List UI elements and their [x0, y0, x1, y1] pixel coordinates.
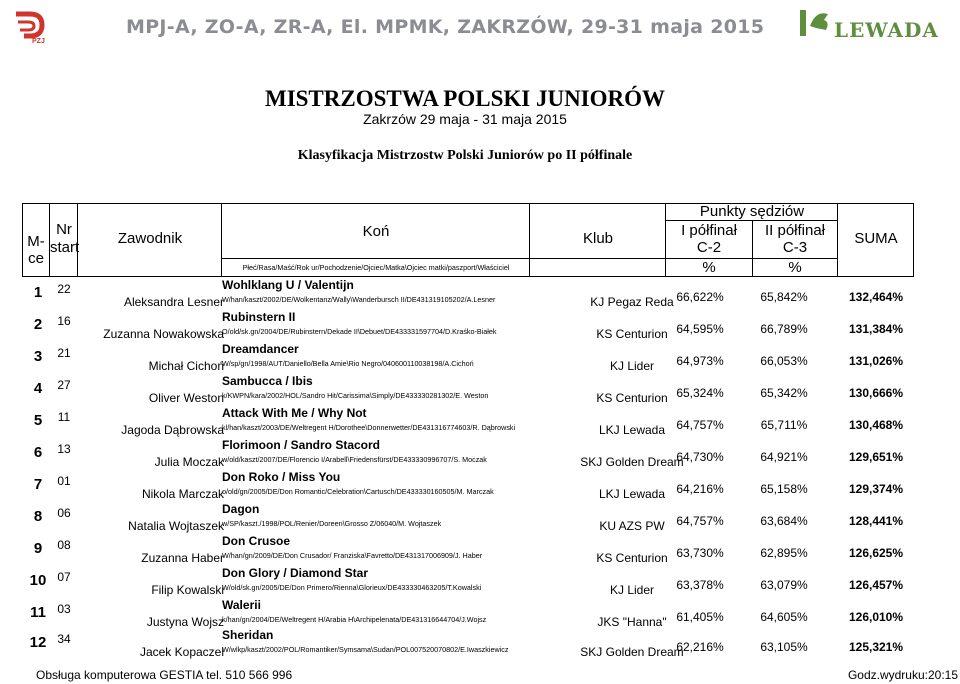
row-horse-desc: W/old/sk.gn/2005/DE/Don Primero/Rienna\Glorieux/DE433330463205/T.Kowalski [222, 583, 482, 592]
row-horse: Attack With Me / Why Not [222, 406, 367, 420]
row-total: 126,457% [848, 578, 904, 592]
row-rider: Jacek Kopaczel [139, 645, 224, 659]
row-club: KS Centurion [596, 391, 668, 405]
row-club: LKJ Lewada [598, 423, 666, 437]
row-horse-desc: W/sp/gn/1998/AUT/Daniello/Bella Amie\Rio Negro/040600110038198/A.Cichoń [222, 359, 474, 368]
row-total: 129,374% [848, 482, 904, 496]
row-start-number: 22 [57, 282, 71, 296]
table-row [22, 502, 914, 534]
row-horse: Walerii [222, 598, 261, 612]
col-header-horse: Koń [362, 223, 390, 240]
table-row [22, 406, 914, 438]
row-horse: Wohlklang U / Valentijn [222, 278, 354, 292]
row-total: 131,384% [848, 322, 904, 336]
row-club: SKJ Golden Dream [580, 645, 684, 659]
row-rider: Oliver Weston [148, 391, 224, 405]
row-score-semi2: 65,711% [760, 418, 808, 432]
row-start-number: 27 [57, 378, 71, 392]
row-start-number: 13 [57, 442, 71, 456]
col-header-rank: M-ce [27, 233, 45, 267]
row-rider: Zuzanna Nowakowska [103, 327, 224, 341]
table-row [22, 342, 914, 374]
row-rank: 3 [33, 348, 43, 365]
row-rider: Filip Kowalski [151, 583, 224, 597]
row-horse: Dreamdancer [222, 342, 299, 356]
row-score-semi2: 65,342% [760, 386, 808, 400]
page-title: MISTRZOSTWA POLSKI JUNIORÓW [264, 86, 666, 111]
col-header-semi2-code: C-3 [782, 239, 808, 256]
row-rank: 2 [33, 316, 43, 333]
row-horse-desc: w/old/kaszt/2007/DE/Florencio I/Arabell\Friedensfürst/DE433330996707/S. Moczak [222, 455, 487, 464]
table-row [22, 566, 914, 598]
row-start-number: 07 [57, 570, 71, 584]
pzj-logo-text: PZJ [32, 38, 45, 45]
row-horse-desc: kl/han/kaszt/2003/DE/Weltregent H/Dorothee\Donnerwetter/DE431316774603/R. Dąbrowski [222, 423, 516, 432]
row-start-number: 16 [57, 314, 71, 328]
row-score-semi2: 63,684% [760, 514, 808, 528]
row-club: KS Centurion [596, 551, 668, 565]
row-horse-desc: W/han/kaszt/2002/DE/Wolkentanz/Wally\Wanderbursch II/DE431319105202/A.Lesner [222, 295, 496, 304]
row-horse: Don Glory / Diamond Star [222, 566, 369, 580]
row-score-semi1: 65,324% [676, 386, 724, 400]
row-rider: Jagoda Dąbrowska [121, 423, 224, 437]
row-horse-desc: k/han/gn/2004/DE/Weltregent H/Arabia H\Archipelenata/DE431316644704/J.Wojsz [222, 615, 487, 624]
row-total: 126,625% [848, 546, 904, 560]
row-rank: 5 [33, 412, 43, 429]
row-score-semi2: 64,921% [760, 450, 808, 464]
row-club: SKJ Golden Dream [580, 455, 684, 469]
row-score-semi2: 63,079% [760, 578, 808, 592]
row-rank: 11 [30, 604, 46, 621]
row-club: KJ Pegaz Reda [590, 295, 674, 309]
row-rider: Zuzanna Haber [141, 551, 224, 565]
footer-credit: Obsługa komputerowa GESTIA tel. 510 566 996 [36, 668, 293, 682]
row-horse-desc: o/old/gn/2005/DE/Don Romantic/Celebration\Cartusch/DE433330160505/M. Marczak [222, 487, 494, 496]
row-score-semi2: 65,842% [760, 290, 808, 304]
row-club: KJ Lider [609, 359, 655, 373]
row-score-semi2: 66,789% [760, 322, 808, 336]
row-horse: Sambucca / Ibis [222, 374, 313, 388]
row-horse: Don Roko / Miss You [222, 470, 341, 484]
table-row [22, 374, 914, 406]
row-start-number: 01 [57, 474, 71, 488]
row-rank: 12 [29, 634, 47, 651]
row-rank: 10 [29, 572, 47, 589]
row-horse: Don Crusoe [222, 534, 291, 548]
row-total: 126,010% [848, 610, 904, 624]
col-header-sum: SUMA [854, 230, 898, 247]
col-header-pct2: % [788, 259, 802, 276]
row-rank: 4 [33, 380, 43, 397]
row-score-semi2: 65,158% [760, 482, 808, 496]
row-score-semi1: 62,216% [676, 640, 724, 654]
row-rider: Michał Cichoń [148, 359, 224, 373]
row-score-semi1: 63,378% [676, 578, 724, 592]
row-start-number: 11 [57, 410, 71, 424]
row-horse-desc: w/SP/kaszt./1998/POL/Renier/Doreen\Grosso Z/06040/M. Wojtaszek [222, 519, 442, 528]
row-total: 130,468% [848, 418, 904, 432]
row-total: 125,321% [848, 640, 904, 654]
col-header-nr: Nr [56, 221, 72, 238]
col-header-pct1: % [702, 259, 716, 276]
row-score-semi2: 64,605% [760, 610, 808, 624]
row-score-semi1: 61,405% [676, 610, 724, 624]
row-rider: Natalia Wojtaszek [128, 519, 224, 533]
row-horse-desc: W/wlkp/kaszt/2002/POL/Romantiker/Symsama\Sudan/POL007520070802/E.Iwaszkiewicz [222, 645, 509, 654]
row-start-number: 08 [57, 538, 71, 552]
col-header-club: Klub [582, 230, 614, 247]
row-total: 132,464% [848, 290, 904, 304]
row-total: 130,666% [848, 386, 904, 400]
table-row [22, 598, 914, 630]
row-horse-desc: k/KWPN/kara/2002/HOL/Sandro Hit/Carissima\Simply/DE433330281302/E. Weston [222, 391, 489, 400]
row-start-number: 21 [57, 346, 71, 360]
row-rider: Justyna Wojsz [146, 615, 224, 629]
row-horse: Rubinstern II [222, 310, 296, 324]
table-row [22, 628, 914, 660]
footer-print-time: Godz.wydruku:20:15 [847, 668, 958, 682]
row-score-semi1: 63,730% [676, 546, 724, 560]
row-score-semi1: 66,622% [676, 290, 724, 304]
row-rank: 1 [33, 284, 43, 301]
row-horse-desc: W/han/gn/2009/DE/Don Crusador/ Franziska\Favretto/DE431317006909/J. Haber [222, 551, 483, 560]
row-total: 128,441% [848, 514, 904, 528]
row-start-number: 34 [57, 632, 71, 646]
col-header-semi1-code: C-2 [696, 239, 722, 256]
row-score-semi1: 64,595% [676, 322, 724, 336]
col-header-semi2: II półfinał [764, 222, 826, 239]
table-row [22, 534, 914, 566]
row-score-semi2: 62,895% [760, 546, 808, 560]
page-subtitle: Zakrzów 29 maja - 31 maja 2015 [363, 111, 567, 127]
row-total: 129,651% [848, 450, 904, 464]
row-score-semi2: 66,053% [760, 354, 808, 368]
col-header-semi1: I półfinał [681, 222, 737, 239]
row-horse: Dagon [222, 502, 260, 516]
row-total: 131,026% [848, 354, 904, 368]
col-header-start: start [50, 239, 80, 256]
row-club: KU AZS PW [599, 519, 665, 533]
row-score-semi1: 64,757% [676, 418, 724, 432]
row-start-number: 03 [57, 602, 71, 616]
row-club: KJ Lider [609, 583, 655, 597]
row-rider: Julia Moczak [154, 455, 224, 469]
pzj-logo [10, 8, 52, 48]
row-rider: Aleksandra Lesner [123, 295, 224, 309]
row-rider: Nikola Marczak [141, 487, 224, 501]
row-start-number: 06 [57, 506, 71, 520]
row-score-semi1: 64,730% [676, 450, 724, 464]
lewada-logo-text: LEWADA [834, 18, 939, 42]
row-score-semi1: 64,973% [676, 354, 724, 368]
row-horse-desc: O/old/sk.gn/2004/DE/Rubinstern/Dekade II\Debuet/DE433331597704/D.Kraśko-Białek [222, 327, 497, 336]
row-score-semi1: 64,216% [676, 482, 724, 496]
col-header-horse-desc: Płeć/Rasa/Maść/Rok ur/Pochodzenie/Ojciec/Matka\Ojciec matki/paszport/Właściciel [242, 263, 510, 272]
row-club: LKJ Lewada [598, 487, 666, 501]
col-header-judges: Punkty sędziów [699, 203, 805, 220]
col-header-rider: Zawodnik [117, 230, 183, 247]
row-score-semi2: 63,105% [760, 640, 808, 654]
table-row [22, 278, 914, 310]
classification-title: Klasyfikacja Mistrzostw Polski Juniorów po II półfinale [297, 148, 633, 163]
row-rank: 9 [33, 540, 43, 557]
table-row [22, 310, 914, 342]
event-banner: MPJ-A, ZO-A, ZR-A, El. MPMK, ZAKRZÓW, 29-31 maja 2015 [126, 16, 765, 38]
row-rank: 7 [33, 476, 43, 493]
row-club: KS Centurion [596, 327, 668, 341]
row-rank: 8 [33, 508, 43, 525]
row-club: JKS "Hanna" [597, 615, 667, 629]
row-horse: Florimoon / Sandro Stacord [222, 438, 381, 452]
lewada-logo [796, 6, 948, 42]
row-rank: 6 [33, 444, 43, 461]
row-score-semi1: 64,757% [676, 514, 724, 528]
table-row [22, 470, 914, 502]
row-horse: Sheridan [222, 628, 274, 642]
table-row [22, 438, 914, 470]
